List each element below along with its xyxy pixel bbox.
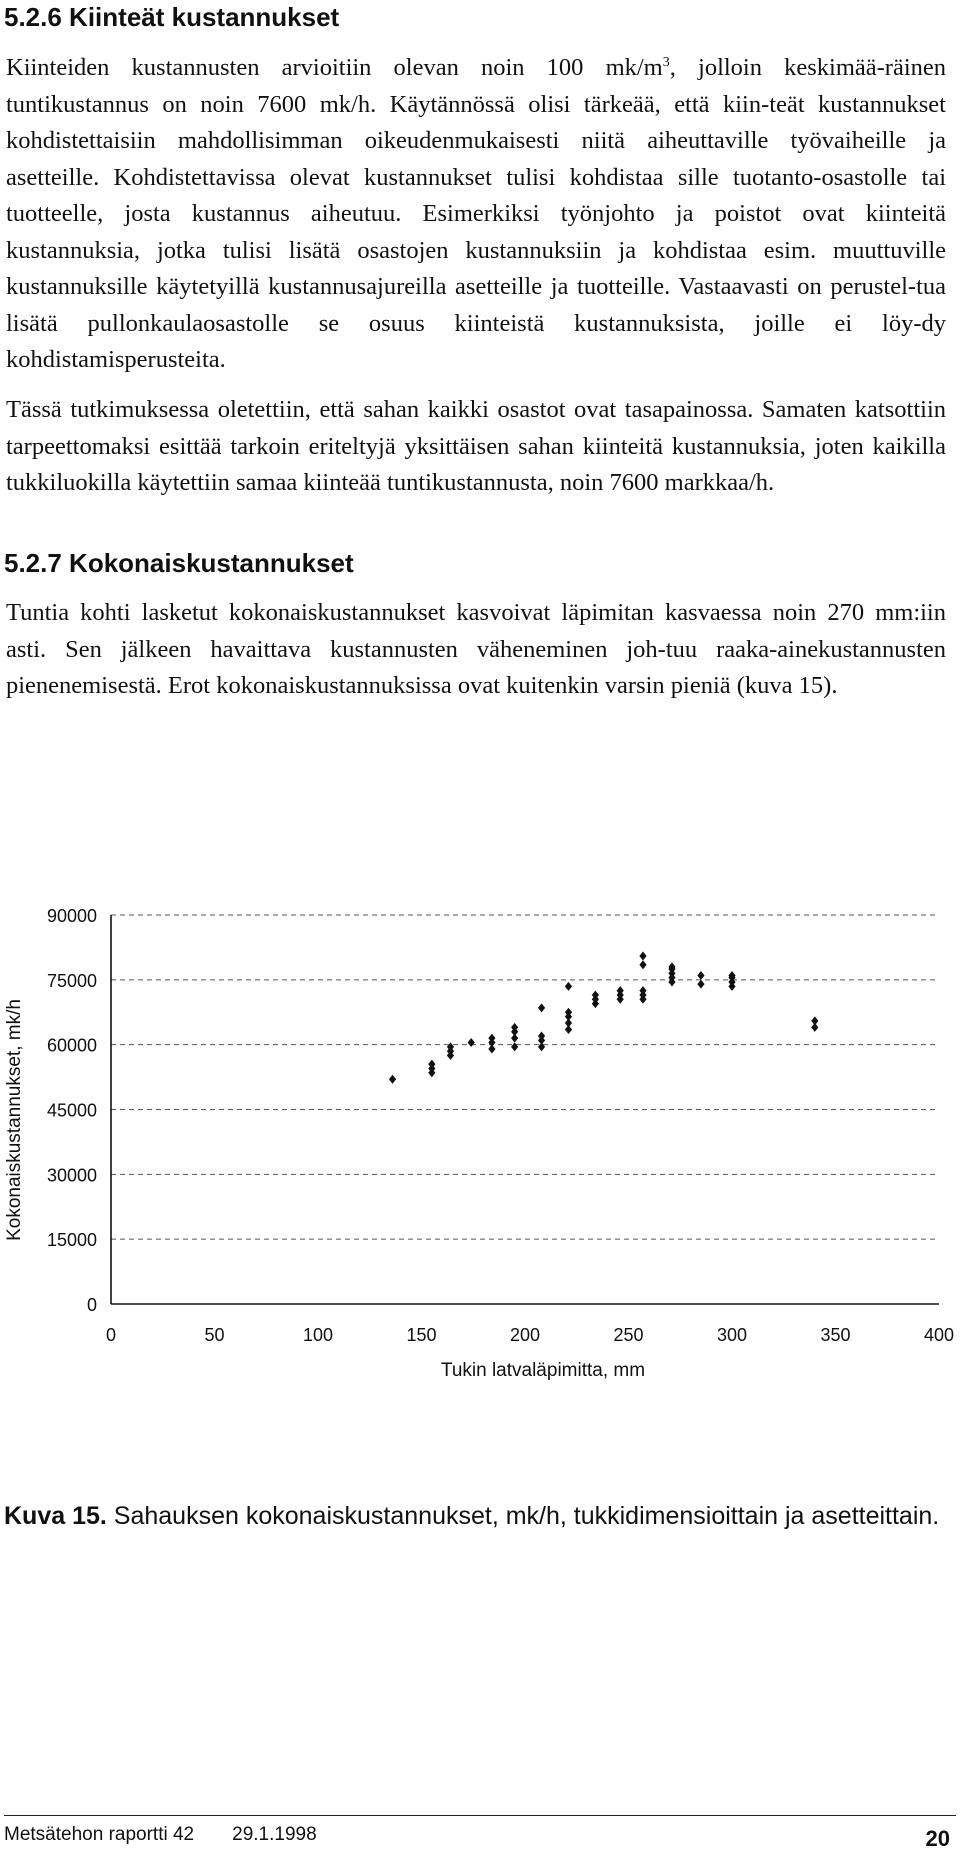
- paragraph-fixed-costs-1: [6, 50, 946, 379]
- data-point: [639, 952, 646, 961]
- footer-date: 29.1.1998: [232, 1824, 317, 1845]
- footer-publication: Metsätehon raportti 42: [4, 1824, 195, 1845]
- x-tick-label: 0: [105, 1325, 117, 1345]
- data-point: [468, 1038, 475, 1047]
- total-cost-scatter-chart: [0, 895, 960, 1490]
- y-tick-label: 30000: [46, 1165, 97, 1186]
- paragraph-total-costs: Tuntia kohti lasketut kokonaiskustannukset kasvoivat läpimitan kasvaessa noin 270 mm:iin asti. Sen jälkeen havaittava kustannusten väheneminen joh-tuu raaka-ainekustannusten pienenemisestä. Erot kokonaiskustannuksissa ovat kuitenkin varsin pieniä (kuva 15).: [6, 599, 946, 699]
- y-axis-label: Kokonaiskustannukset, mk/h: [4, 999, 25, 1241]
- x-tick-label: 200: [509, 1325, 541, 1345]
- figure-caption-label: Kuva 15.: [4, 1502, 107, 1530]
- data-point: [565, 982, 572, 991]
- chart-gridlines: [111, 915, 939, 1239]
- footer-publication-info: [4, 1824, 317, 1846]
- x-tick-label: 250: [613, 1325, 644, 1345]
- data-point: [697, 971, 704, 980]
- x-tick-label: 150: [406, 1325, 437, 1345]
- data-point: [389, 1075, 396, 1084]
- x-tick-label: 400: [923, 1325, 955, 1345]
- paragraph-text: , jolloin keskimää-räinen tuntikustannus on noin 7600 mk/h. Käytännössä olisi tärkeää, että kiin-teät kustannukset kohdistettaisiin mahdollisimman oikeudenmukaisesti niitä aiheuttaville työvaiheille ja asetteille. Kohdistettavissa olevat kustannukset tulisi kohdistaa sille tuotanto-osastolle tai tuotteelle, josta kustannus aiheutuu. Esimerkiksi työnjohto ja poistot ovat kiinteitä kustannuksia, jotka tulisi lisätä osastojen kustannuksiin ja kohdistaa esim. muuttuville kustannuksille käytetyillä kustannusajureilla asetteille ja tuotteille. Vastaavasti on perustel-tua lisätä pullonkaulaosastolle se osuus kiinteistä kustannuksista, joille ei löy-dy kohdistamisperusteita.: [6, 54, 947, 373]
- x-tick-label: 300: [716, 1325, 748, 1345]
- paragraph-fixed-costs-2: Tässä tutkimuksessa oletettiin, että sahan kaikki osastot ovat tasapainossa. Samaten katsottiin tarpeettomaksi esittää tarkoin eriteltyjä yksittäisen sahan kiinteitä kustannuksia, joten kaikilla tukkiluokilla käytettiin samaa kiinteää tuntikustannusta, noin 7600 markkaa/h.: [6, 396, 946, 496]
- y-tick-label: 45000: [46, 1100, 97, 1121]
- figure-caption-text: Sahauksen kokonaiskustannukset, mk/h, tukkidimensioittain ja asetteittain.: [106, 1502, 940, 1530]
- data-point: [697, 980, 704, 989]
- x-axis-label: Tukin latvaläpimitta, mm: [440, 1360, 646, 1381]
- y-tick-label: 75000: [46, 970, 97, 991]
- x-tick-label: 100: [302, 1325, 334, 1345]
- x-tick-label: 350: [820, 1325, 851, 1345]
- superscript: 3: [662, 54, 670, 70]
- y-tick-label: 90000: [46, 906, 97, 926]
- footer-divider: [4, 1815, 956, 1816]
- chart-tick-labels: [47, 906, 954, 1345]
- x-tick-label: 50: [204, 1325, 225, 1345]
- data-point: [538, 1003, 545, 1012]
- data-point: [811, 1016, 818, 1025]
- section-heading-fixed-costs: 5.2.6 Kiinteät kustannukset: [4, 2, 340, 32]
- y-tick-label: 15000: [46, 1230, 97, 1251]
- data-point: [639, 960, 646, 969]
- y-tick-label: 60000: [46, 1035, 97, 1056]
- section-heading-total-costs: 5.2.7 Kokonaiskustannukset: [4, 548, 354, 578]
- figure-caption: [4, 1498, 948, 1534]
- page-number: 20: [925, 1826, 950, 1851]
- paragraph-text: Kiinteiden kustannusten arvioitiin olevan noin 100 mk/m: [6, 54, 663, 81]
- chart-points: [389, 952, 818, 1084]
- data-point: [511, 1042, 518, 1051]
- y-tick-label: 0: [86, 1295, 97, 1315]
